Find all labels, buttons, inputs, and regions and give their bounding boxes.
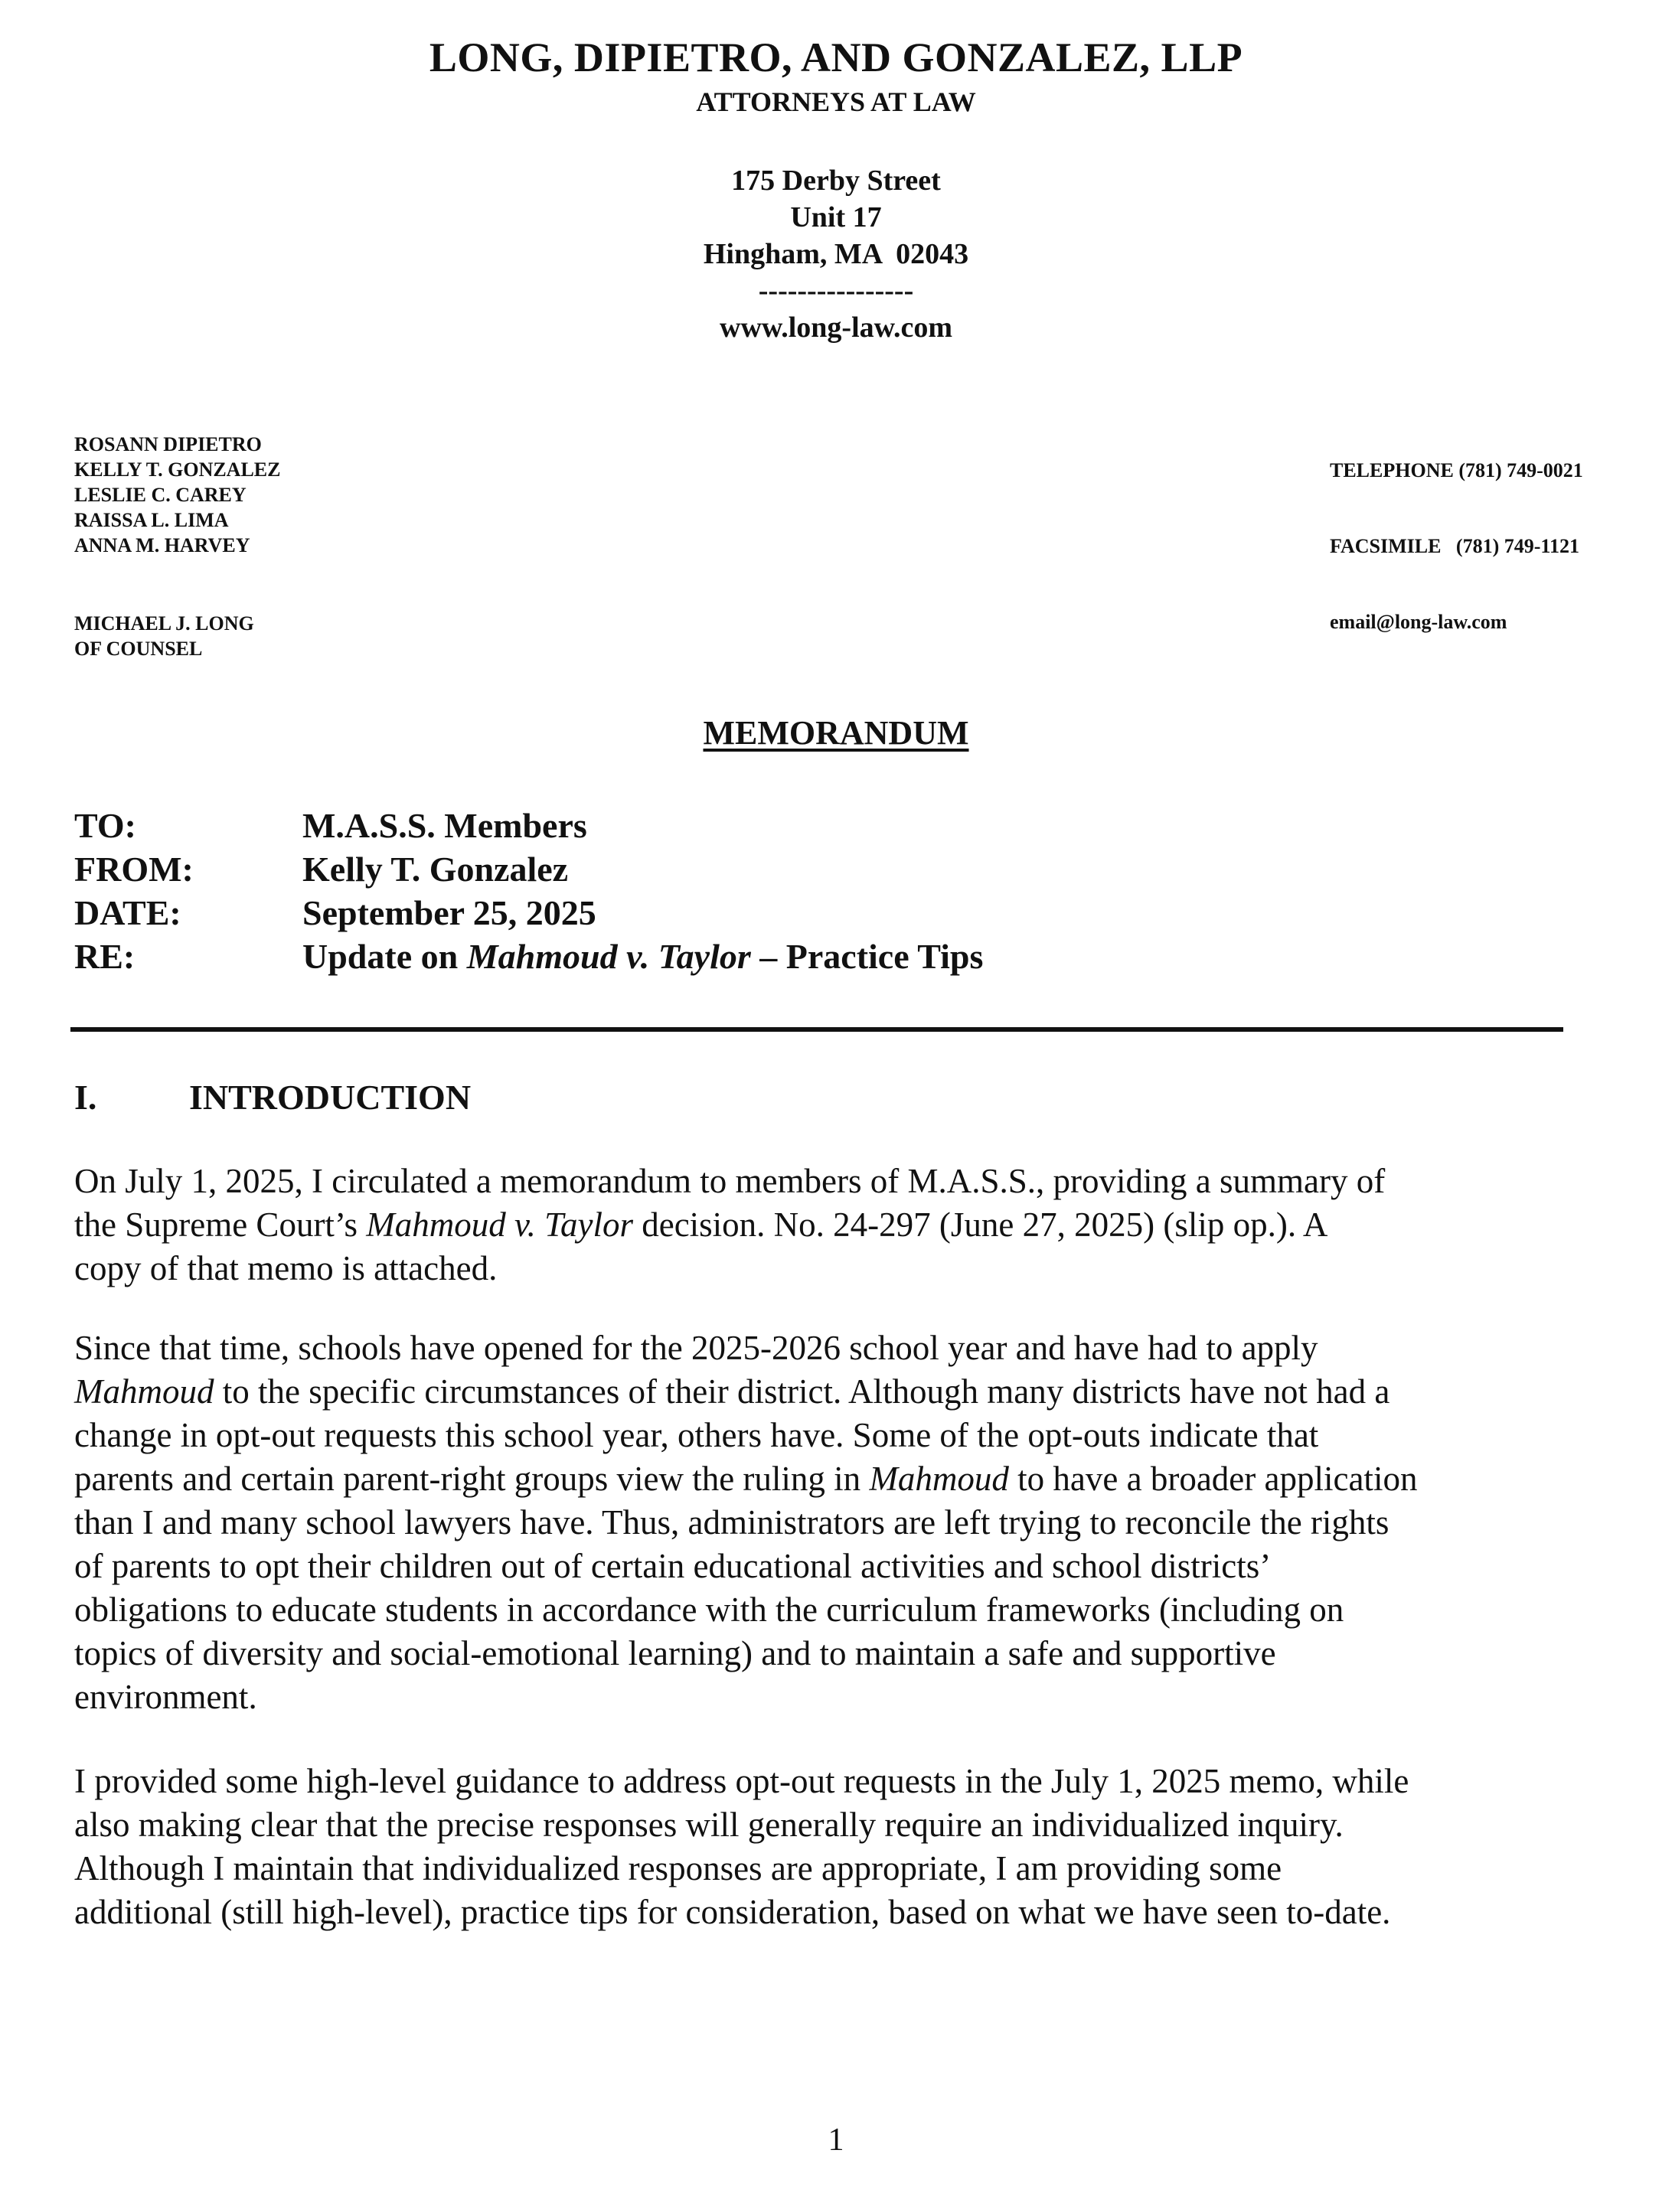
header-divider bbox=[70, 1027, 1563, 1032]
paragraph-guidance bbox=[74, 1760, 1582, 1934]
re-prefix: Update on bbox=[302, 937, 467, 976]
paragraph-line bbox=[74, 1457, 1582, 1501]
partner-list bbox=[74, 432, 280, 558]
partner-name: RAISSA L. LIMA bbox=[74, 509, 229, 531]
re-value bbox=[302, 936, 983, 977]
re-suffix: – Practice Tips bbox=[750, 937, 984, 976]
firm-name: LONG, DIPIETRO, AND GONZALEZ, LLP bbox=[429, 34, 1243, 80]
case-name: Mahmoud v. Taylor bbox=[366, 1206, 633, 1244]
paragraph-intro bbox=[74, 1160, 1582, 1290]
re-case-name: Mahmoud v. Taylor bbox=[466, 937, 751, 976]
paragraph-line: change in opt-out requests this school year, others have. Some of the opt-outs indicate that bbox=[74, 1416, 1319, 1454]
firm-subtitle: ATTORNEYS AT LAW bbox=[696, 86, 976, 117]
paragraph-line: On July 1, 2025, I circulated a memorandum to members of M.A.S.S., providing a summary of bbox=[74, 1162, 1386, 1200]
paragraph-line: also making clear that the precise responses will generally require an individualized inquiry. bbox=[74, 1806, 1344, 1844]
memo-title bbox=[0, 713, 1672, 752]
from-label: FROM: bbox=[74, 850, 194, 889]
counsel-title: OF COUNSEL bbox=[74, 638, 203, 660]
paragraph-line: Although I maintain that individualized responses are appropriate, I am providing some bbox=[74, 1849, 1282, 1887]
date-value: September 25, 2025 bbox=[302, 893, 596, 932]
firm-website: www.long-law.com bbox=[720, 312, 952, 344]
paragraph-line: copy of that memo is attached. bbox=[74, 1249, 498, 1287]
counsel-name: MICHAEL J. LONG bbox=[74, 612, 254, 635]
partner-name: LESLIE C. CAREY bbox=[74, 484, 247, 506]
to-label: TO: bbox=[74, 806, 136, 845]
contact-info bbox=[1330, 407, 1583, 685]
paragraph-line: Since that time, schools have opened for the 2025-2026 school year and have had to apply bbox=[74, 1329, 1318, 1367]
paragraph-line: topics of diversity and social-emotional learning) and to maintain a safe and supportive bbox=[74, 1634, 1276, 1672]
text-run: to have a broader application bbox=[1008, 1460, 1418, 1498]
address-divider: ---------------- bbox=[758, 275, 914, 307]
paragraph-line: environment. bbox=[74, 1678, 257, 1716]
case-name: Mahmoud bbox=[869, 1460, 1009, 1498]
page-number: 1 bbox=[828, 2122, 844, 2158]
paragraph-line: I provided some high-level guidance to address opt-out requests in the July 1, 2025 memo, while bbox=[74, 1762, 1409, 1800]
paragraph-line: additional (still high-level), practice tips for consideration, based on what we have seen to-date. bbox=[74, 1893, 1391, 1931]
text-run: decision. No. 24-297 (June 27, 2025) (slip op.). A bbox=[632, 1206, 1328, 1244]
facsimile: FACSIMILE (781) 749-1121 bbox=[1330, 535, 1579, 557]
paragraph-line: of parents to opt their children out of certain educational activities and school districts’ bbox=[74, 1547, 1272, 1585]
paragraph-line bbox=[74, 1370, 1582, 1414]
address-city: Hingham, MA 02043 bbox=[703, 238, 969, 270]
partner-name: ROSANN DIPIETRO bbox=[74, 433, 262, 455]
email: email@long-law.com bbox=[1330, 611, 1507, 633]
memo-title-text: MEMORANDUM bbox=[703, 714, 969, 752]
address-street: 175 Derby Street bbox=[731, 165, 941, 197]
text-run: the Supreme Court’s bbox=[74, 1206, 367, 1244]
partner-name: ANNA M. HARVEY bbox=[74, 534, 250, 556]
text-run: to the specific circumstances of their district. Although many districts have not had a bbox=[214, 1372, 1390, 1411]
to-value: M.A.S.S. Members bbox=[302, 806, 587, 845]
paragraph-line: obligations to educate students in accordance with the curriculum frameworks (including on bbox=[74, 1590, 1344, 1629]
re-label: RE: bbox=[74, 937, 136, 976]
text-run: parents and certain parent-right groups view the ruling in bbox=[74, 1460, 870, 1498]
paragraph-line bbox=[74, 1203, 1582, 1247]
partner-name: KELLY T. GONZALEZ bbox=[74, 458, 281, 481]
address-unit: Unit 17 bbox=[790, 201, 882, 233]
section-title: INTRODUCTION bbox=[189, 1078, 472, 1117]
firm-address bbox=[0, 162, 1672, 346]
case-name: Mahmoud bbox=[74, 1372, 214, 1411]
from-value: Kelly T. Gonzalez bbox=[302, 850, 569, 889]
telephone: TELEPHONE (781) 749-0021 bbox=[1330, 459, 1583, 481]
section-number: I. bbox=[74, 1078, 97, 1117]
date-label: DATE: bbox=[74, 893, 181, 932]
of-counsel bbox=[74, 611, 254, 661]
paragraph-context bbox=[74, 1326, 1582, 1719]
paragraph-line: than I and many school lawyers have. Thus, administrators are left trying to reconcile the rights bbox=[74, 1503, 1390, 1542]
